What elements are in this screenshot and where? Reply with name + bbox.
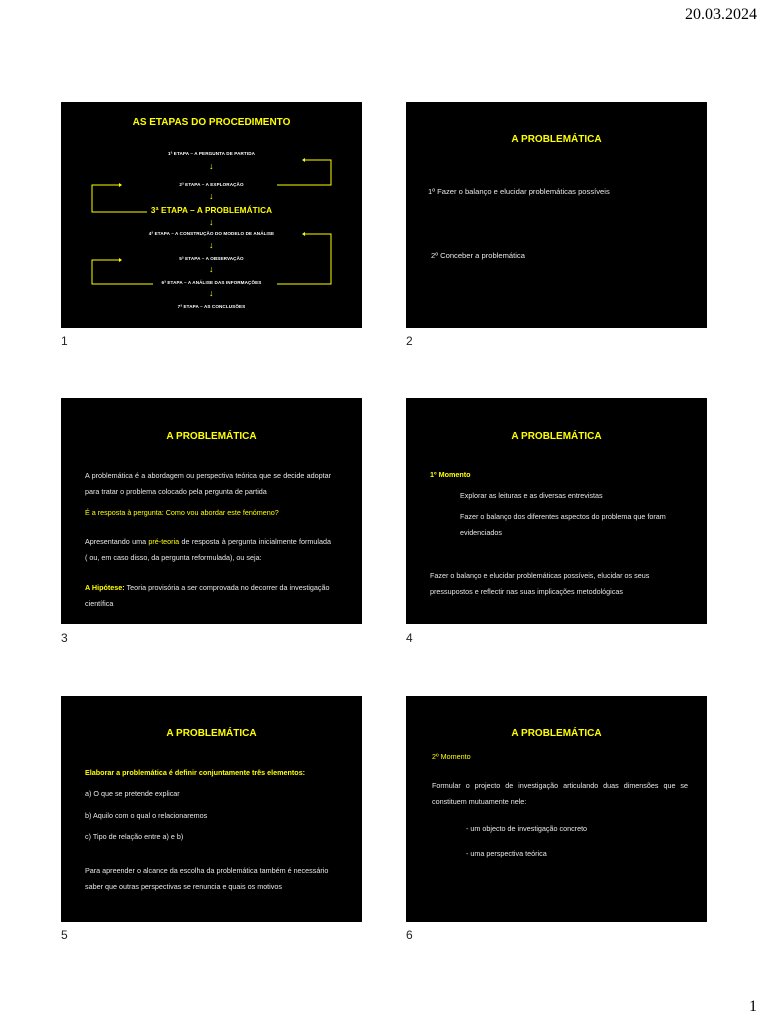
slide-paragraph: Formular o projecto de investigação articulando duas dimensões que se constituem mutuamente nele: — [432, 781, 688, 806]
slide-title: A PROBLEMÁTICA — [166, 728, 257, 739]
slide-question: É a resposta à pergunta: Como vou abordar este fenómeno? — [85, 508, 279, 517]
down-arrow-icon: ↓ — [209, 161, 214, 171]
step-6: 6ª ETAPA – A ANÁLISE DAS INFORMAÇÕES — [161, 280, 262, 285]
highlight-text: pré-teoria — [148, 537, 180, 546]
list-item: b) Aquilo com o qual o relacionaremos — [85, 811, 208, 820]
slide-3 — [61, 398, 362, 624]
list-item: - uma perspectiva teórica — [466, 849, 547, 858]
page-number: 1 — [749, 998, 757, 1015]
down-arrow-icon: ↓ — [209, 191, 214, 201]
slide-number-2: 2 — [406, 334, 413, 348]
slide-number-6: 6 — [406, 928, 413, 942]
slide-paragraph — [85, 534, 331, 566]
slide-5 — [61, 696, 362, 922]
print-date: 20.03.2024 — [685, 6, 757, 23]
slide-paragraph: Fazer o balanço e elucidar problemáticas possíveis, elucidar os seus pressupostos e reflectir nas suas implicações metodológicas — [430, 571, 650, 596]
step-7: 7ª ETAPA – AS CONCLUSÕES — [177, 304, 246, 309]
list-item: c) Tipo de relação entre a) e b) — [85, 832, 184, 841]
slide-title: AS ETAPAS DO PROCEDIMENTO — [132, 117, 291, 128]
slide-number-3: 3 — [61, 631, 68, 645]
hypothesis-text: Teoria provisória a ser comprovada no decorrer da investigação científica — [85, 583, 330, 608]
text: de resposta à pergunta inicialmente formulada ( ou, em caso disso, da pergunta reformulada), ou seja: — [85, 537, 331, 562]
down-arrow-icon: ↓ — [209, 264, 214, 274]
step-5: 5ª ETAPA – A OBSERVAÇÃO — [179, 256, 244, 261]
down-arrow-icon: ↓ — [209, 288, 214, 298]
slide-paragraph: A problemática é a abordagem ou perspectiva teórica que se decide adoptar para tratar o problema colocado pela pergunta de partida — [85, 471, 331, 496]
text: Apresentando uma — [85, 537, 147, 546]
slide-text-line: 2º Conceber a problemática — [431, 251, 525, 260]
down-arrow-icon: ↓ — [209, 217, 214, 227]
step-3: 3ª ETAPA – A PROBLEMÁTICA — [150, 206, 273, 215]
slide-4 — [406, 398, 707, 624]
slide-paragraph: Para apreender o alcance da escolha da problemática também é necessário saber que outras perspectivas se renuncia e quais os motivos — [85, 866, 329, 891]
slide-title: A PROBLEMÁTICA — [511, 728, 602, 739]
down-arrow-icon: ↓ — [209, 240, 214, 250]
slide-1 — [61, 102, 362, 328]
step-4: 4ª ETAPA – A CONSTRUÇÃO DO MODELO DE ANÁLISE — [148, 231, 275, 236]
step-1: 1ª ETAPA – A PERGUNTA DE PARTIDA — [167, 151, 256, 156]
feedback-loops — [61, 102, 362, 328]
hypothesis-label: A Hipótese: — [85, 583, 125, 592]
slide-number-4: 4 — [406, 631, 413, 645]
slide-title: A PROBLEMÁTICA — [166, 431, 257, 442]
slide-title: A PROBLEMÁTICA — [511, 431, 602, 442]
list-item: - um objecto de investigação concreto — [466, 824, 588, 833]
moment-label: 2º Momento — [432, 752, 471, 761]
list-item: Fazer o balanço dos diferentes aspectos do problema que foram evidenciados — [460, 512, 666, 537]
slide-number-1: 1 — [61, 334, 68, 348]
slide-lead: Elaborar a problemática é definir conjuntamente três elementos: — [85, 768, 306, 777]
step-2: 2ª ETAPA – A EXPLORAÇÃO — [179, 182, 244, 187]
slide-2 — [406, 102, 707, 328]
list-item: Explorar as leituras e as diversas entrevistas — [460, 491, 603, 500]
moment-label: 1º Momento — [430, 470, 471, 479]
slide-text-line: 1º Fazer o balanço e elucidar problemáticas possíveis — [428, 187, 610, 196]
slide-title: A PROBLEMÁTICA — [511, 134, 602, 145]
slide-number-5: 5 — [61, 928, 68, 942]
slide-hypothesis — [85, 580, 331, 612]
list-item: a) O que se pretende explicar — [85, 789, 180, 798]
slide-6 — [406, 696, 707, 922]
